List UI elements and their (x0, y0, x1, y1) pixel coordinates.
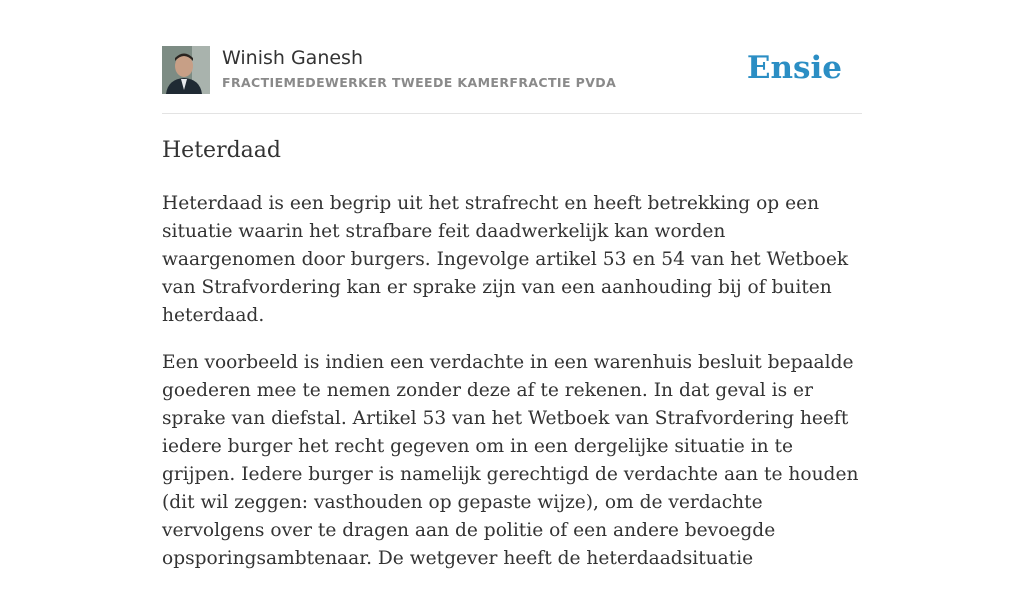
author-header (162, 46, 862, 96)
author-name[interactable]: Winish Ganesh (222, 47, 363, 69)
header-divider (162, 113, 862, 114)
article-body (162, 190, 862, 592)
author-avatar[interactable] (162, 46, 210, 94)
avatar-photo-icon (162, 46, 210, 94)
author-role: FRACTIEMEDEWERKER TWEEDE KAMERFRACTIE PVDA (222, 75, 617, 90)
article-paragraph: Een voorbeeld is indien een verdachte in een warenhuis besluit bepaalde goederen mee te nemen zonder deze af te rekenen. In dat geval is er sprake van diefstal. Artikel 53 van het Wetboek van Strafvordering heeft iedere burger het recht gegeven om in een dergelijke situatie in te grijpen. Iedere burger is namelijk gerechtigd de verdachte aan te houden (dit wil zeggen: vasthouden op gepaste wijze), om de verdachte vervolgens over te dragen aan de politie of een andere bevoegde opsporingsambtenaar. De wetgever heeft de heterdaadsituatie (162, 352, 859, 569)
article-paragraph: Heterdaad is een begrip uit het strafrecht en heeft betrekking op een situatie waarin het strafbare feit daadwerkelijk kan worden waargenomen door burgers. Ingevolge artikel 53 en 54 van het Wetboek van Strafvordering kan er sprake zijn van een aanhouding bij of buiten heterdaad. (162, 193, 849, 326)
article-title: Heterdaad (162, 138, 281, 163)
ensie-logo[interactable]: Ensie (746, 50, 842, 86)
